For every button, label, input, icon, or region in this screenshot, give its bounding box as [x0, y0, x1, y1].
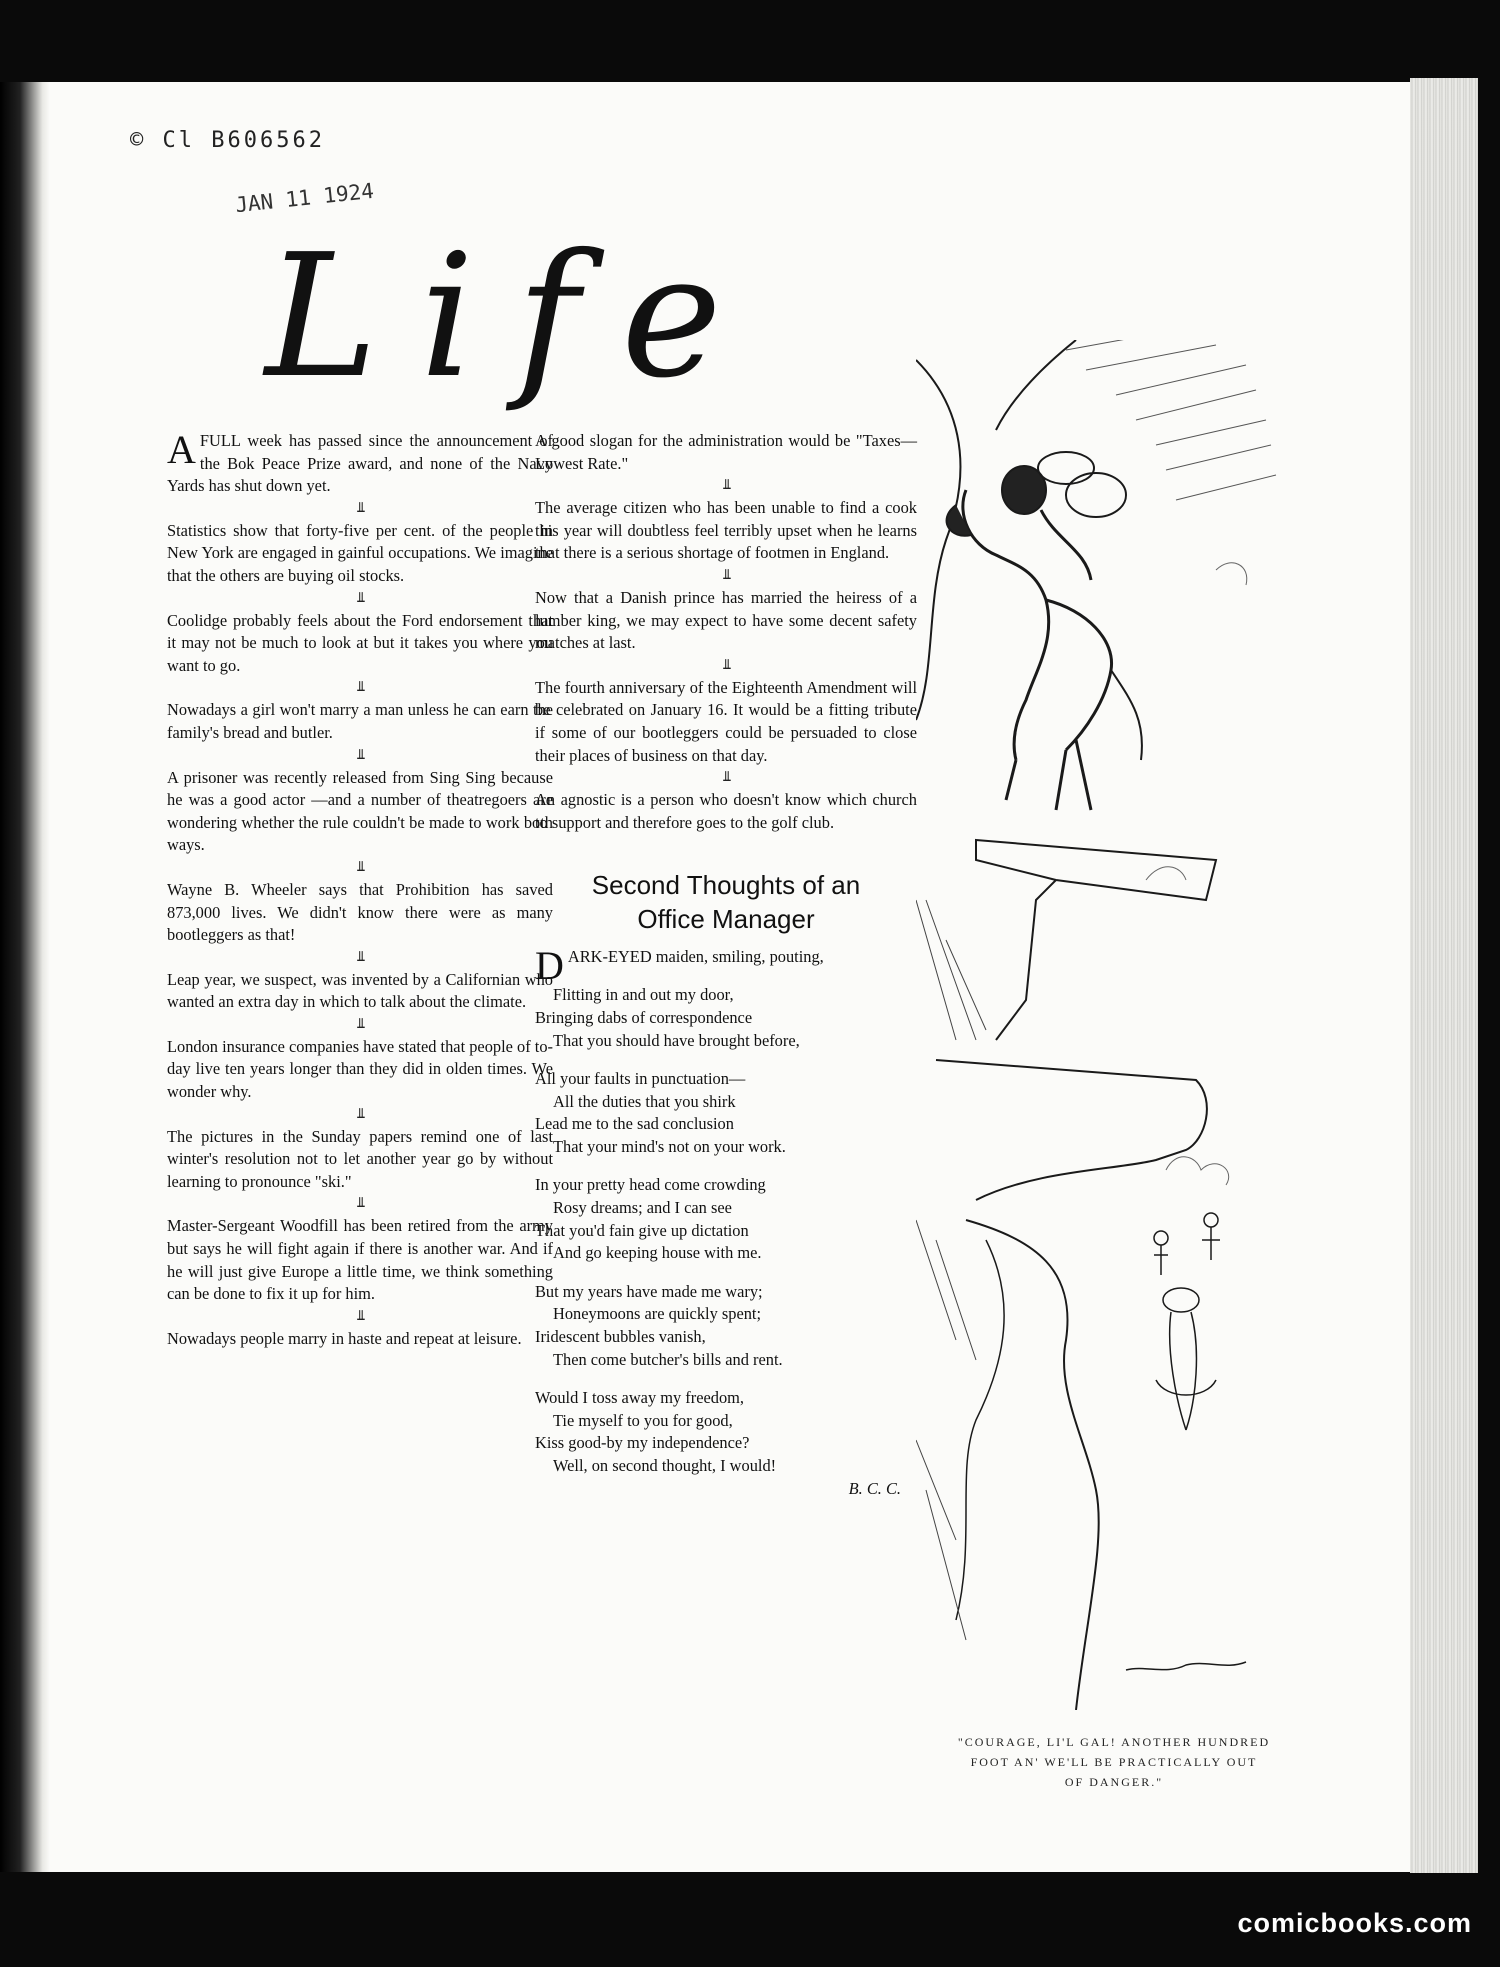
paragraph: Coolidge probably feels about the Ford endorsement that it may not be much to look at but it takes you where you want to go.: [167, 610, 553, 675]
poem-line: Well, on second thought, I would!: [553, 1456, 777, 1475]
illustration-caption: [938, 1732, 1290, 1792]
copyright-stamp: © Cl B606562: [130, 128, 325, 153]
column-middle: [535, 430, 917, 1516]
magazine-page: [50, 82, 1410, 1872]
masthead-title: Life: [265, 218, 764, 416]
poem-line: That your mind's not on your work.: [553, 1136, 786, 1156]
separator-icon: ⫫: [723, 567, 729, 583]
separator-icon: ⫫: [723, 770, 729, 786]
paragraph: Nowadays people marry in haste and repeat at leisure.: [167, 1328, 522, 1348]
poem-line: ARK-EYED maiden, smiling, pouting,: [567, 947, 824, 967]
site-watermark: comicbooks.com: [1237, 1908, 1472, 1938]
caption-line: "COURAGE, LI'L GAL! ANOTHER HUNDRED: [957, 1735, 1271, 1749]
separator-icon: ⫫: [357, 949, 363, 965]
poem-stanza: [535, 1387, 917, 1500]
page-edges: [1410, 78, 1478, 1873]
paragraph: Statistics show that forty-five per cent. of the people in New York are engaged in gainful occupations. We imagine that the others are buying oil stocks.: [167, 520, 553, 585]
separator-icon: ⫫: [357, 1106, 363, 1122]
poem-line: But my years have made me wary;: [535, 1281, 763, 1301]
poem-line: Would I toss away my freedom,: [535, 1388, 744, 1408]
poem-title-line: Second Thoughts of an: [591, 870, 861, 901]
poem-title: [535, 868, 917, 936]
paragraph-text: FULL week has passed since the announcement of the Bok Peace Prize award, and none of the Navy Yards has shut down yet.: [167, 431, 553, 496]
paragraph: London insurance companies have stated that people of to-day live ten years longer than they did in olden times. We wonder why.: [167, 1036, 553, 1102]
caption-line: OF DANGER.": [1064, 1775, 1164, 1789]
caption-line: FOOT AN' WE'LL BE PRACTICALLY OUT: [970, 1755, 1258, 1769]
poem-line: Kiss good-by my independence?: [535, 1433, 750, 1453]
paragraph: [167, 427, 553, 498]
poem-line: Honeymoons are quickly spent;: [553, 1304, 762, 1324]
poem-signature: B. C. C.: [848, 1478, 901, 1498]
poem-line: Rosy dreams; and I can see: [553, 1198, 732, 1218]
separator-icon: ⫫: [357, 747, 363, 763]
poem-line: Tie myself to you for good,: [553, 1410, 733, 1430]
separator-icon: ⫫: [357, 1016, 363, 1032]
paragraph: Master-Sergeant Woodfill has been retired from the army but says he will fight again if there is another war. And if he will just give Europe a little time, we think something can be done to fix it up for him.: [167, 1216, 553, 1304]
separator-icon: ⫫: [357, 859, 363, 875]
poem-line: Iridescent bubbles vanish,: [535, 1327, 706, 1347]
poem-line: That you should have brought before,: [553, 1030, 800, 1050]
separator-icon: ⫫: [723, 657, 729, 673]
poem-line: And go keeping house with me.: [553, 1243, 762, 1263]
paragraph: A good slogan for the administration would be "Taxes—Lowest Rate.": [535, 431, 917, 473]
poem-line: All your faults in punctuation—: [535, 1069, 746, 1089]
column-left: [167, 427, 553, 1350]
dropcap: A: [167, 427, 196, 472]
poem-line: That you'd fain give up dictation: [535, 1220, 749, 1240]
poem-line: Flitting in and out my door,: [553, 985, 734, 1005]
cartoon-illustration: [916, 340, 1286, 1710]
separator-icon: ⫫: [357, 680, 363, 696]
paragraph: Nowadays a girl won't marry a man unless he can earn the family's bread and butler.: [167, 700, 553, 742]
poem-line: All the duties that you shirk: [553, 1091, 736, 1111]
poem-stanza: [535, 1281, 917, 1371]
poem-line: In your pretty head come crowding: [535, 1175, 766, 1195]
paragraph: Now that a Danish prince has married the heiress of a lumber king, we may expect to have some decent safety matches at last.: [535, 587, 917, 653]
poem-line: Lead me to the sad conclusion: [535, 1114, 734, 1134]
separator-icon: ⫫: [357, 590, 363, 606]
separator-icon: ⫫: [357, 500, 363, 516]
paragraph: The fourth anniversary of the Eighteenth Amendment will be celebrated on January 16. It would be a fitting tribute if some of our bootleggers could be persuaded to close their places of business on that day.: [535, 677, 917, 765]
separator-icon: ⫫: [357, 1196, 363, 1212]
separator-icon: ⫫: [723, 478, 729, 494]
book-binding: [0, 82, 50, 1872]
paragraph: An agnostic is a person who doesn't know which church to support and therefore goes to the golf club.: [535, 790, 917, 832]
poem-stanza: [535, 1174, 917, 1264]
paragraph: Leap year, we suspect, was invented by a Californian who wanted an extra day in which to talk about the climate.: [167, 969, 553, 1012]
paragraph: Wayne B. Wheeler says that Prohibition has saved 873,000 lives. We didn't know there were as many bootleggers as that!: [167, 879, 553, 945]
paragraph: The pictures in the Sunday papers remind one of last winter's resolution not to let another year go by without learning to pronounce "ski.": [167, 1126, 553, 1191]
poem-line: Bringing dabs of correspondence: [535, 1007, 753, 1027]
separator-icon: ⫫: [357, 1308, 363, 1324]
paragraph: A prisoner was recently released from Sing Sing because he was a good actor —and a number of theatregoers are wondering whether the rule couldn't be made to work both ways.: [167, 767, 553, 855]
poem-stanza: [535, 1068, 917, 1158]
poem-stanza: [535, 943, 917, 1052]
poem-title-line: Office Manager: [637, 904, 815, 935]
dropcap: D: [535, 943, 564, 989]
poem-line: Then come butcher's bills and rent.: [553, 1349, 783, 1369]
paragraph: The average citizen who has been unable to find a cook this year will doubtless feel terribly upset when he learns that there is a serious shortage of footmen in England.: [535, 498, 917, 563]
date-stamp: JAN 11 1924: [234, 178, 375, 218]
